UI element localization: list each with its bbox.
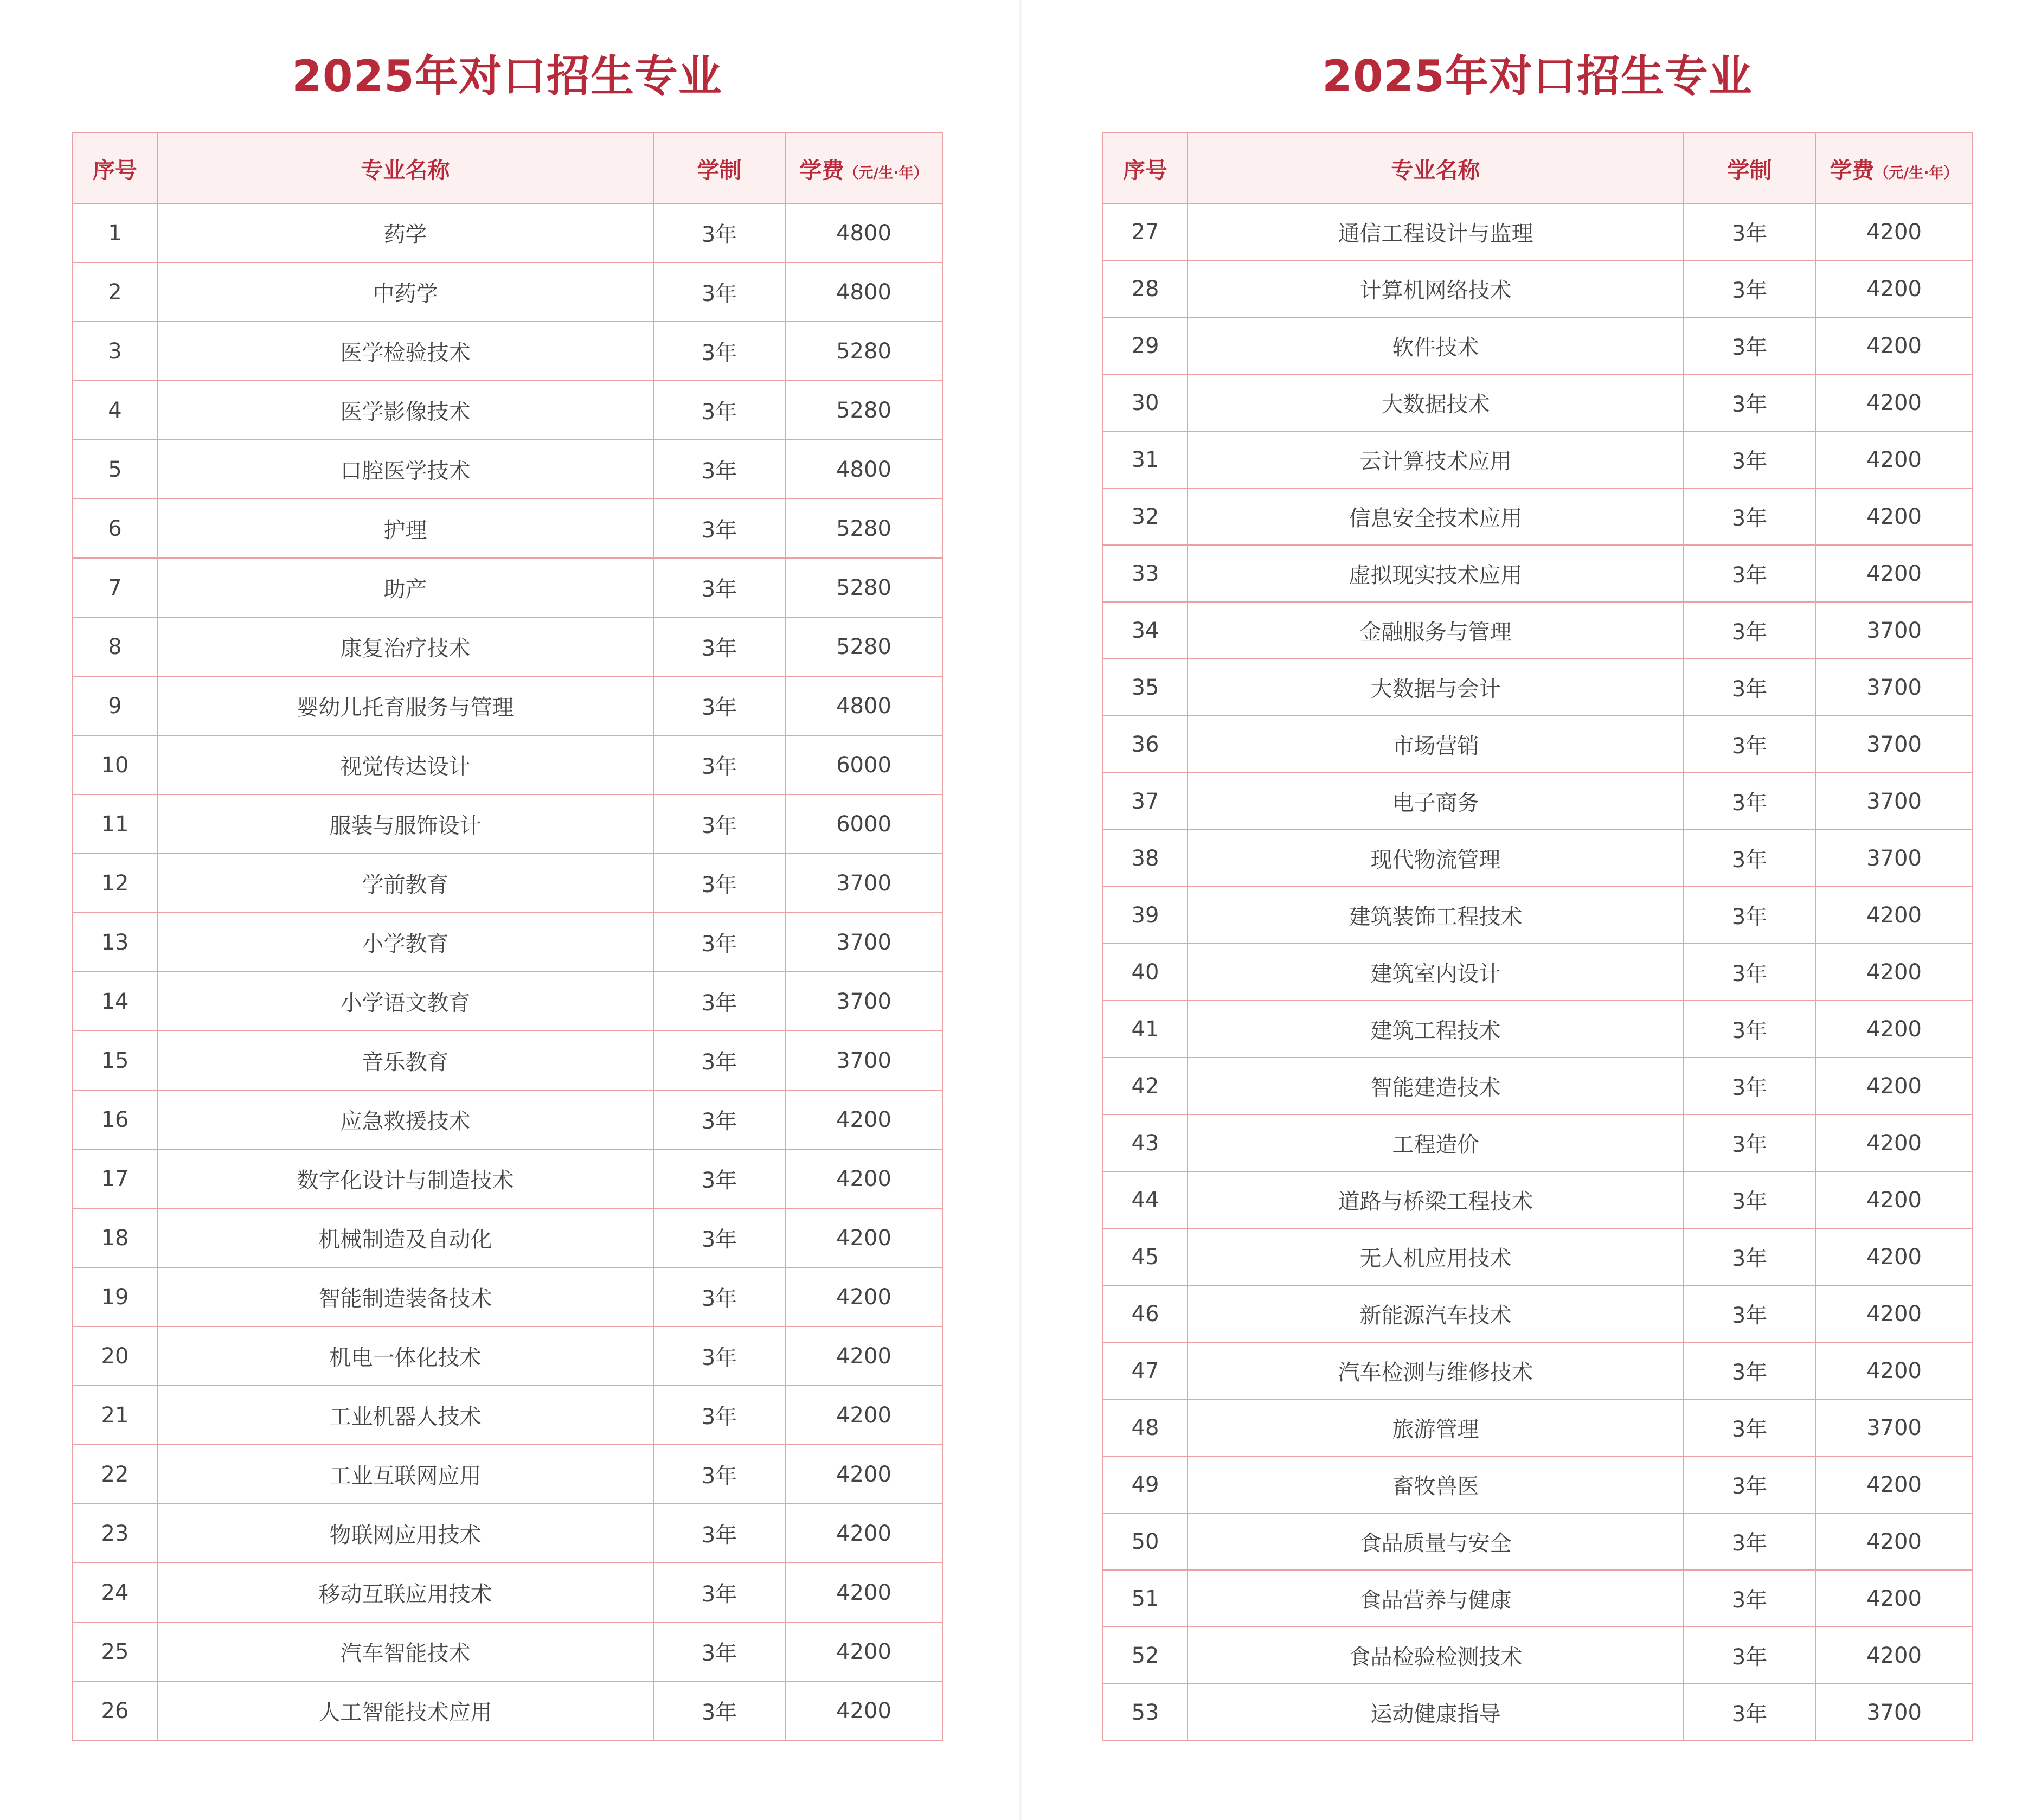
cell-major-name: 药学	[157, 203, 653, 262]
cell-fee: 4200	[785, 1622, 942, 1681]
table-row	[73, 1208, 942, 1267]
cell-duration: 3年	[1684, 374, 1815, 431]
cell-index: 10	[73, 735, 157, 794]
cell-major-name: 建筑装饰工程技术	[1188, 887, 1684, 944]
table-row	[1103, 1058, 1973, 1114]
table-row	[1103, 1513, 1973, 1570]
cell-duration: 3年	[1684, 1684, 1815, 1741]
table-row	[1103, 944, 1973, 1001]
cell-duration: 3年	[1684, 1570, 1815, 1627]
table-row	[1103, 1684, 1973, 1741]
header-name: 专业名称	[157, 133, 653, 203]
cell-fee: 4200	[785, 1386, 942, 1445]
table-row	[1103, 887, 1973, 944]
cell-major-name: 建筑室内设计	[1188, 944, 1684, 1001]
cell-fee: 4200	[785, 1326, 942, 1386]
cell-index: 30	[1103, 374, 1188, 431]
cell-duration: 3年	[653, 854, 785, 913]
cell-duration: 3年	[653, 913, 785, 972]
cell-fee: 4800	[785, 676, 942, 735]
table-row	[1103, 317, 1973, 374]
cell-duration: 3年	[1684, 1627, 1815, 1684]
cell-major-name: 汽车智能技术	[157, 1622, 653, 1681]
table-row	[1103, 1285, 1973, 1342]
table-row	[73, 322, 942, 381]
cell-index: 18	[73, 1208, 157, 1267]
cell-duration: 3年	[1684, 1456, 1815, 1513]
table-row	[1103, 659, 1973, 716]
header-fee-unit: （元/生·年）	[1874, 164, 1959, 182]
page-divider	[1019, 0, 1022, 1820]
cell-major-name: 计算机网络技术	[1188, 260, 1684, 317]
cell-fee: 4200	[785, 1208, 942, 1267]
table-row	[1103, 545, 1973, 602]
cell-index: 41	[1103, 1001, 1188, 1058]
cell-fee: 4200	[785, 1090, 942, 1149]
cell-index: 9	[73, 676, 157, 735]
cell-fee: 4200	[1815, 1058, 1973, 1114]
header-fee	[785, 133, 942, 203]
cell-fee: 4200	[785, 1267, 942, 1326]
cell-major-name: 机电一体化技术	[157, 1326, 653, 1386]
cell-duration: 3年	[653, 322, 785, 381]
cell-major-name: 虚拟现实技术应用	[1188, 545, 1684, 602]
cell-major-name: 工程造价	[1188, 1114, 1684, 1171]
cell-duration: 3年	[1684, 1171, 1815, 1228]
table-row	[73, 972, 942, 1031]
header-fee	[1815, 133, 1973, 203]
cell-duration: 3年	[1684, 887, 1815, 944]
cell-duration: 3年	[1684, 659, 1815, 716]
cell-fee: 3700	[1815, 716, 1973, 773]
cell-duration: 3年	[653, 1386, 785, 1445]
cell-index: 48	[1103, 1399, 1188, 1456]
table-row	[73, 1031, 942, 1090]
cell-duration: 3年	[653, 499, 785, 558]
cell-major-name: 汽车检测与维修技术	[1188, 1342, 1684, 1399]
table-row	[73, 381, 942, 440]
cell-fee: 4200	[785, 1681, 942, 1740]
cell-fee: 5280	[785, 499, 942, 558]
cell-major-name: 道路与桥梁工程技术	[1188, 1171, 1684, 1228]
table-row	[1103, 374, 1973, 431]
cell-duration: 3年	[1684, 431, 1815, 488]
cell-index: 24	[73, 1563, 157, 1622]
cell-index: 36	[1103, 716, 1188, 773]
cell-fee: 3700	[785, 1031, 942, 1090]
cell-index: 14	[73, 972, 157, 1031]
cell-index: 46	[1103, 1285, 1188, 1342]
cell-index: 50	[1103, 1513, 1188, 1570]
cell-index: 8	[73, 617, 157, 676]
cell-duration: 3年	[653, 1031, 785, 1090]
table-row	[73, 1267, 942, 1326]
cell-index: 15	[73, 1031, 157, 1090]
cell-duration: 3年	[1684, 1001, 1815, 1058]
cell-fee: 4200	[1815, 1627, 1973, 1684]
cell-major-name: 大数据技术	[1188, 374, 1684, 431]
table-row	[1103, 830, 1973, 887]
cell-major-name: 市场营销	[1188, 716, 1684, 773]
cell-index: 17	[73, 1149, 157, 1208]
cell-major-name: 视觉传达设计	[157, 735, 653, 794]
cell-duration: 3年	[653, 735, 785, 794]
cell-duration: 3年	[1684, 1285, 1815, 1342]
cell-index: 31	[1103, 431, 1188, 488]
table-row	[73, 794, 942, 854]
cell-index: 16	[73, 1090, 157, 1149]
cell-fee: 4200	[785, 1504, 942, 1563]
cell-fee: 4200	[785, 1563, 942, 1622]
table-row	[1103, 1171, 1973, 1228]
table-row	[73, 1681, 942, 1740]
cell-major-name: 物联网应用技术	[157, 1504, 653, 1563]
cell-index: 11	[73, 794, 157, 854]
cell-major-name: 数字化设计与制造技术	[157, 1149, 653, 1208]
cell-fee: 4200	[1815, 317, 1973, 374]
table-row	[1103, 203, 1973, 260]
header-fee-label: 学费	[1830, 157, 1875, 183]
cell-duration: 3年	[1684, 1399, 1815, 1456]
table-header-row	[1103, 133, 1973, 203]
cell-index: 47	[1103, 1342, 1188, 1399]
cell-index: 23	[73, 1504, 157, 1563]
table-row	[73, 558, 942, 617]
cell-index: 5	[73, 440, 157, 499]
cell-major-name: 软件技术	[1188, 317, 1684, 374]
cell-fee: 4200	[785, 1445, 942, 1504]
left-panel-title: 2025年对口招生专业	[292, 51, 722, 101]
cell-fee: 4200	[1815, 431, 1973, 488]
cell-fee: 4200	[1815, 1171, 1973, 1228]
table-row	[1103, 1342, 1973, 1399]
cell-major-name: 建筑工程技术	[1188, 1001, 1684, 1058]
cell-fee: 4800	[785, 440, 942, 499]
table-row	[73, 1326, 942, 1386]
table-row	[73, 203, 942, 262]
cell-duration: 3年	[1684, 260, 1815, 317]
cell-duration: 3年	[1684, 1058, 1815, 1114]
right-panel-title: 2025年对口招生专业	[1322, 51, 1753, 101]
cell-index: 52	[1103, 1627, 1188, 1684]
cell-fee: 3700	[1815, 773, 1973, 830]
table-row	[73, 1563, 942, 1622]
cell-major-name: 云计算技术应用	[1188, 431, 1684, 488]
cell-major-name: 畜牧兽医	[1188, 1456, 1684, 1513]
cell-fee: 4200	[1815, 1456, 1973, 1513]
cell-major-name: 智能制造装备技术	[157, 1267, 653, 1326]
table-row	[1103, 431, 1973, 488]
cell-fee: 4200	[1815, 1513, 1973, 1570]
cell-fee: 4200	[1815, 1001, 1973, 1058]
header-fee-label: 学费	[799, 157, 844, 183]
cell-duration: 3年	[653, 203, 785, 262]
cell-duration: 3年	[653, 381, 785, 440]
cell-major-name: 运动健康指导	[1188, 1684, 1684, 1741]
cell-major-name: 中药学	[157, 262, 653, 322]
cell-index: 38	[1103, 830, 1188, 887]
cell-index: 44	[1103, 1171, 1188, 1228]
cell-index: 12	[73, 854, 157, 913]
cell-index: 34	[1103, 602, 1188, 659]
cell-index: 26	[73, 1681, 157, 1740]
cell-duration: 3年	[653, 1326, 785, 1386]
cell-duration: 3年	[1684, 488, 1815, 545]
cell-index: 39	[1103, 887, 1188, 944]
cell-duration: 3年	[653, 794, 785, 854]
table-row	[73, 1090, 942, 1149]
table-row	[1103, 716, 1973, 773]
cell-fee: 5280	[785, 617, 942, 676]
cell-major-name: 康复治疗技术	[157, 617, 653, 676]
cell-major-name: 食品检验检测技术	[1188, 1627, 1684, 1684]
cell-major-name: 口腔医学技术	[157, 440, 653, 499]
cell-duration: 3年	[653, 1563, 785, 1622]
cell-major-name: 食品质量与安全	[1188, 1513, 1684, 1570]
cell-duration: 3年	[653, 262, 785, 322]
cell-major-name: 移动互联应用技术	[157, 1563, 653, 1622]
cell-fee: 4200	[1815, 203, 1973, 260]
cell-duration: 3年	[653, 1090, 785, 1149]
cell-major-name: 无人机应用技术	[1188, 1228, 1684, 1285]
cell-fee: 4200	[1815, 1342, 1973, 1399]
cell-major-name: 食品营养与健康	[1188, 1570, 1684, 1627]
cell-fee: 4200	[1815, 1114, 1973, 1171]
cell-fee: 6000	[785, 735, 942, 794]
cell-duration: 3年	[1684, 773, 1815, 830]
cell-fee: 4200	[1815, 1228, 1973, 1285]
cell-index: 22	[73, 1445, 157, 1504]
cell-index: 6	[73, 499, 157, 558]
table-row	[1103, 488, 1973, 545]
header-index: 序号	[73, 133, 157, 203]
table-row	[73, 1149, 942, 1208]
cell-duration: 3年	[653, 1681, 785, 1740]
cell-duration: 3年	[1684, 944, 1815, 1001]
table-row	[1103, 1456, 1973, 1513]
cell-major-name: 应急救援技术	[157, 1090, 653, 1149]
cell-duration: 3年	[1684, 830, 1815, 887]
cell-duration: 3年	[1684, 602, 1815, 659]
header-index: 序号	[1103, 133, 1188, 203]
header-duration: 学制	[1684, 133, 1815, 203]
right-majors-table	[1102, 132, 1973, 1741]
table-row	[73, 735, 942, 794]
cell-fee: 3700	[785, 854, 942, 913]
cell-index: 33	[1103, 545, 1188, 602]
cell-fee: 4200	[1815, 1285, 1973, 1342]
cell-fee: 3700	[1815, 602, 1973, 659]
cell-duration: 3年	[653, 1208, 785, 1267]
cell-major-name: 小学教育	[157, 913, 653, 972]
cell-duration: 3年	[653, 617, 785, 676]
cell-index: 29	[1103, 317, 1188, 374]
cell-duration: 3年	[1684, 1228, 1815, 1285]
cell-fee: 4200	[1815, 887, 1973, 944]
cell-major-name: 人工智能技术应用	[157, 1681, 653, 1740]
table-row	[73, 676, 942, 735]
cell-index: 1	[73, 203, 157, 262]
cell-fee: 4200	[1815, 944, 1973, 1001]
cell-index: 37	[1103, 773, 1188, 830]
cell-duration: 3年	[653, 972, 785, 1031]
table-row	[1103, 1399, 1973, 1456]
cell-fee: 3700	[1815, 1684, 1973, 1741]
cell-duration: 3年	[653, 1622, 785, 1681]
cell-index: 20	[73, 1326, 157, 1386]
cell-index: 3	[73, 322, 157, 381]
cell-index: 49	[1103, 1456, 1188, 1513]
cell-major-name: 机械制造及自动化	[157, 1208, 653, 1267]
table-row	[73, 440, 942, 499]
cell-fee: 4200	[1815, 1570, 1973, 1627]
cell-major-name: 金融服务与管理	[1188, 602, 1684, 659]
cell-index: 28	[1103, 260, 1188, 317]
cell-index: 40	[1103, 944, 1188, 1001]
cell-fee: 3700	[1815, 830, 1973, 887]
cell-fee: 4200	[1815, 488, 1973, 545]
table-row	[73, 1504, 942, 1563]
cell-major-name: 工业机器人技术	[157, 1386, 653, 1445]
cell-major-name: 信息安全技术应用	[1188, 488, 1684, 545]
cell-duration: 3年	[653, 1149, 785, 1208]
cell-major-name: 护理	[157, 499, 653, 558]
cell-major-name: 工业互联网应用	[157, 1445, 653, 1504]
cell-duration: 3年	[653, 676, 785, 735]
cell-major-name: 小学语文教育	[157, 972, 653, 1031]
cell-fee: 5280	[785, 322, 942, 381]
cell-fee: 6000	[785, 794, 942, 854]
cell-fee: 3700	[785, 913, 942, 972]
cell-index: 32	[1103, 488, 1188, 545]
cell-fee: 3700	[1815, 1399, 1973, 1456]
table-row	[73, 262, 942, 322]
cell-index: 21	[73, 1386, 157, 1445]
cell-index: 42	[1103, 1058, 1188, 1114]
cell-major-name: 助产	[157, 558, 653, 617]
cell-fee: 5280	[785, 381, 942, 440]
table-row	[1103, 1114, 1973, 1171]
table-row	[73, 617, 942, 676]
cell-index: 2	[73, 262, 157, 322]
cell-major-name: 大数据与会计	[1188, 659, 1684, 716]
cell-major-name: 学前教育	[157, 854, 653, 913]
cell-fee: 4200	[785, 1149, 942, 1208]
left-majors-table	[72, 132, 943, 1741]
table-row	[1103, 602, 1973, 659]
cell-index: 4	[73, 381, 157, 440]
cell-index: 19	[73, 1267, 157, 1326]
cell-index: 27	[1103, 203, 1188, 260]
cell-major-name: 电子商务	[1188, 773, 1684, 830]
header-fee-unit: （元/生·年）	[844, 164, 928, 182]
table-header-row	[73, 133, 942, 203]
cell-duration: 3年	[1684, 1342, 1815, 1399]
cell-duration: 3年	[653, 1267, 785, 1326]
table-row	[1103, 1627, 1973, 1684]
cell-duration: 3年	[653, 558, 785, 617]
table-row	[1103, 260, 1973, 317]
cell-index: 7	[73, 558, 157, 617]
cell-duration: 3年	[1684, 716, 1815, 773]
cell-index: 25	[73, 1622, 157, 1681]
cell-duration: 3年	[653, 1504, 785, 1563]
cell-fee: 4200	[1815, 260, 1973, 317]
table-row	[1103, 773, 1973, 830]
cell-fee: 3700	[785, 972, 942, 1031]
cell-major-name: 旅游管理	[1188, 1399, 1684, 1456]
table-row	[73, 499, 942, 558]
cell-fee: 4800	[785, 203, 942, 262]
cell-major-name: 婴幼儿托育服务与管理	[157, 676, 653, 735]
table-row	[1103, 1001, 1973, 1058]
cell-fee: 5280	[785, 558, 942, 617]
header-duration: 学制	[653, 133, 785, 203]
table-row	[1103, 1570, 1973, 1627]
cell-major-name: 服装与服饰设计	[157, 794, 653, 854]
cell-major-name: 音乐教育	[157, 1031, 653, 1090]
table-row	[73, 1386, 942, 1445]
table-row	[73, 854, 942, 913]
cell-duration: 3年	[653, 440, 785, 499]
cell-duration: 3年	[1684, 545, 1815, 602]
table-row	[73, 1622, 942, 1681]
cell-index: 43	[1103, 1114, 1188, 1171]
cell-fee: 4200	[1815, 545, 1973, 602]
table-row	[1103, 1228, 1973, 1285]
cell-index: 51	[1103, 1570, 1188, 1627]
cell-duration: 3年	[1684, 203, 1815, 260]
cell-fee: 4200	[1815, 374, 1973, 431]
cell-index: 13	[73, 913, 157, 972]
cell-major-name: 现代物流管理	[1188, 830, 1684, 887]
table-row	[73, 913, 942, 972]
header-name: 专业名称	[1188, 133, 1684, 203]
table-row	[73, 1445, 942, 1504]
cell-index: 53	[1103, 1684, 1188, 1741]
cell-major-name: 智能建造技术	[1188, 1058, 1684, 1114]
cell-major-name: 通信工程设计与监理	[1188, 203, 1684, 260]
cell-index: 35	[1103, 659, 1188, 716]
cell-major-name: 新能源汽车技术	[1188, 1285, 1684, 1342]
cell-major-name: 医学影像技术	[157, 381, 653, 440]
cell-duration: 3年	[1684, 317, 1815, 374]
cell-index: 45	[1103, 1228, 1188, 1285]
cell-duration: 3年	[653, 1445, 785, 1504]
cell-major-name: 医学检验技术	[157, 322, 653, 381]
cell-duration: 3年	[1684, 1513, 1815, 1570]
cell-duration: 3年	[1684, 1114, 1815, 1171]
cell-fee: 4800	[785, 262, 942, 322]
cell-fee: 3700	[1815, 659, 1973, 716]
